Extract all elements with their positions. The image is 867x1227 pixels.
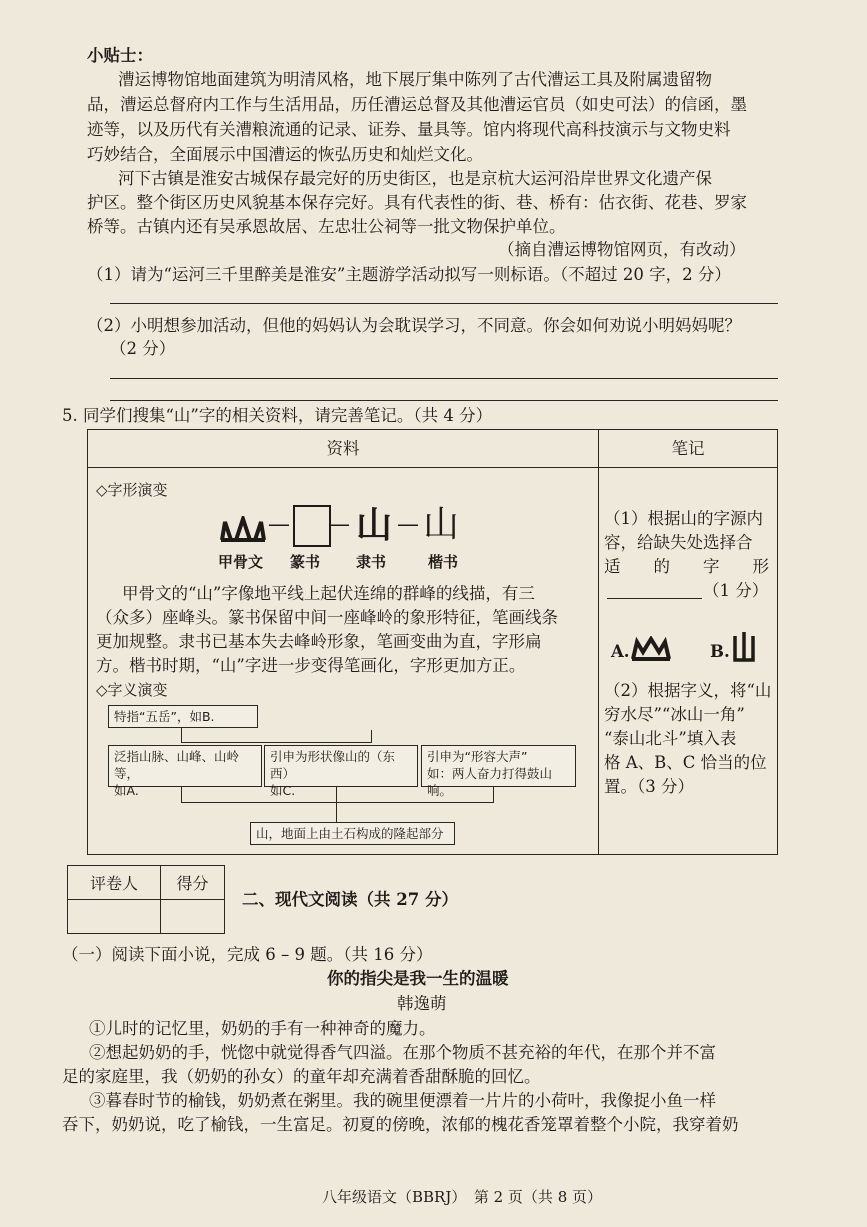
story-para2-line2: 足的家庭里，我（奶奶的孙女）的童年却充满着香甜酥脆的回忆。 — [62, 1067, 541, 1086]
tip-p2-line2: 护区。整个街区历史风貌基本保存完好。具有代表性的街、巷、桥有：估衣街、花巷、罗家 — [87, 193, 747, 212]
col-header-material: 资料 — [326, 439, 360, 458]
meaning-box-right-line1: 引申为“形容大声” — [427, 749, 528, 764]
section2-title: 二、现代文阅读（共 27 分） — [242, 890, 458, 909]
connector-left — [181, 786, 182, 802]
tip-p2-line3: 桥等。古镇内还有吴承恩故居、左忠壮公祠等一批文物保护单位。 — [87, 217, 566, 236]
option-b-label: B. — [710, 642, 730, 661]
q4-sub1: （1）请为“运河三千里醉美是淮安”主题游学活动拟写一则标语。（不超过 20 字，2 分） — [87, 265, 731, 284]
meaning-box-left-line1: 泛指山脉、山峰、山岭等， — [114, 749, 240, 781]
note1-line3: 适 的 字 形 — [604, 557, 769, 576]
connector-top-horizontal — [181, 742, 372, 743]
clerical-script-shan: 山 — [356, 504, 393, 546]
connector-middle — [336, 786, 337, 802]
score-field[interactable] — [161, 900, 225, 934]
story-para1: ①儿时的记忆里，奶奶的手有一种神奇的魔力。 — [89, 1019, 436, 1038]
meaning-box-middle — [264, 745, 418, 798]
meaning-box-middle-line1: 引申为形状像山的（东西） — [270, 749, 396, 781]
connector-bottom-horizontal — [181, 802, 494, 803]
shape-text-line1: 甲骨文的“山”字像地平线上起伏连绵的群峰的线描，有三 — [122, 584, 535, 603]
oracle-bone-shan-icon — [219, 516, 267, 542]
page-footer: 八年级语文（BBRJ） 第 2 页（共 8 页） — [322, 1188, 603, 1206]
shape-text-line2: （众多）座峰头。篆书保留中间一座峰岭的象形特征，笔画线条 — [96, 608, 558, 627]
shape-text-line3: 更加规整。隶书已基本失去峰岭形象，笔画变曲为直，字形扁 — [96, 632, 542, 651]
connector-top-right — [371, 730, 372, 743]
note2-line4: 格 A、B、C 恰当的位 — [604, 753, 767, 772]
option-b-glyph-icon[interactable] — [732, 630, 756, 664]
q4-answer-line-2[interactable] — [110, 378, 778, 379]
meaning-box-right-line2: 如：两人奋力打得鼓山响。 — [427, 766, 553, 798]
connector-top — [181, 727, 182, 743]
connector-bottom — [336, 802, 337, 822]
dash-2: — — [328, 512, 350, 537]
label-oracle: 甲骨文 — [218, 553, 264, 571]
note1-line2: 容，给缺失处选择合 — [604, 533, 753, 552]
regular-script-shan: 山 — [423, 504, 460, 545]
q4-sub2-points: （2 分） — [110, 339, 176, 358]
story-title: 你的指尖是我一生的温暖 — [327, 969, 509, 988]
label-clerical: 隶书 — [356, 553, 387, 571]
tip-source: （摘自漕运博物馆网页，有改动） — [498, 240, 746, 259]
tip-p2-line1: 河下古镇是淮安古城保存最完好的历史街区，也是京杭大运河沿岸世界文化遗产保 — [118, 169, 712, 188]
score-label: 得分 — [161, 866, 225, 900]
meaning-box-middle-line2: 如C. — [270, 783, 296, 798]
dash-1: — — [268, 512, 290, 537]
meaning-box-right — [421, 745, 576, 798]
col-header-notes: 笔记 — [671, 439, 705, 458]
story-para3-line2: 吞下，奶奶说，吃了榆钱，一生富足。初夏的傍晚，浓郁的槐花香笼罩着整个小院，我穿着奶 — [62, 1115, 739, 1134]
shape-text-line4: 方。楷书时期，“山”字进一步变得笔画化，字形更加方正。 — [96, 656, 526, 675]
tip-p1-line4: 巧妙结合，全面展示中国漕运的恢弘历史和灿烂文化。 — [87, 145, 483, 164]
section2-part1: （一）阅读下面小说，完成 6 – 9 题。（共 16 分） — [62, 945, 433, 964]
q4-sub2: （2）小明想参加活动，但他的妈妈认为会耽误学习，不同意。你会如何劝说小明妈妈呢？ — [87, 316, 741, 335]
note1-points: （1 分） — [703, 581, 769, 600]
grader-box — [67, 865, 225, 934]
story-para3-line1: ③暮春时节的榆钱，奶奶煮在粥里。我的碗里便漂着一片片的小荷叶，我像捉小鱼一样 — [89, 1091, 716, 1110]
note2-line2: 穷水尽”“冰山一角” — [604, 705, 745, 724]
label-regular: 楷书 — [428, 553, 459, 571]
meaning-box-left-line2: 如A. — [114, 783, 139, 798]
reviewer-field[interactable] — [68, 900, 161, 934]
reviewer-label: 评卷人 — [68, 866, 161, 900]
seal-script-blank[interactable] — [293, 505, 331, 547]
tip-p1-line2: 品，漕运总督府内工作与生活用品，历任漕运总督及其他漕运官员（如史可法）的信函，墨 — [87, 95, 747, 114]
q4-answer-line-3[interactable] — [110, 400, 778, 401]
option-a-glyph-icon[interactable] — [630, 636, 672, 662]
meaning-box-left — [108, 745, 262, 798]
note2-line3: “泰山北斗”填入表 — [604, 729, 737, 748]
option-a-label: A. — [611, 642, 630, 661]
shape-evolution-heading: ◇字形演变 — [96, 481, 168, 499]
story-para2-line1: ②想起奶奶的手，恍惚中就觉得香气四溢。在那个物质不甚充裕的年代，在那个并不富 — [89, 1043, 716, 1062]
q5-title: 5. 同学们搜集“山”字的相关资料，请完善笔记。（共 4 分） — [62, 406, 493, 425]
note1-answer-blank[interactable] — [607, 598, 702, 599]
dash-3: — — [397, 512, 419, 537]
note2-line1: （2）根据字义，将“山 — [604, 681, 772, 700]
meaning-evolution-heading: ◇字义演变 — [96, 681, 168, 699]
story-author: 韩逸萌 — [397, 994, 447, 1013]
meaning-box-bottom: 山，地面上由土石构成的隆起部分 — [250, 822, 455, 845]
tip-p1-line1: 漕运博物馆地面建筑为明清风格，地下展厅集中陈列了古代漕运工具及附属遗留物 — [118, 70, 712, 89]
q4-answer-line-1[interactable] — [110, 303, 778, 304]
label-seal: 篆书 — [290, 553, 321, 571]
connector-right — [493, 786, 494, 802]
note2-line5: 置。（3 分） — [604, 777, 694, 796]
meaning-box-top: 特指“五岳”，如B. — [108, 705, 258, 728]
note1-line1: （1）根据山的字源内 — [604, 509, 763, 528]
tip-heading: 小贴士： — [87, 46, 153, 65]
tip-p1-line3: 迹等，以及历代有关漕粮流通的记录、证券、量具等。馆内将现代高科技演示与文物史料 — [87, 120, 731, 139]
